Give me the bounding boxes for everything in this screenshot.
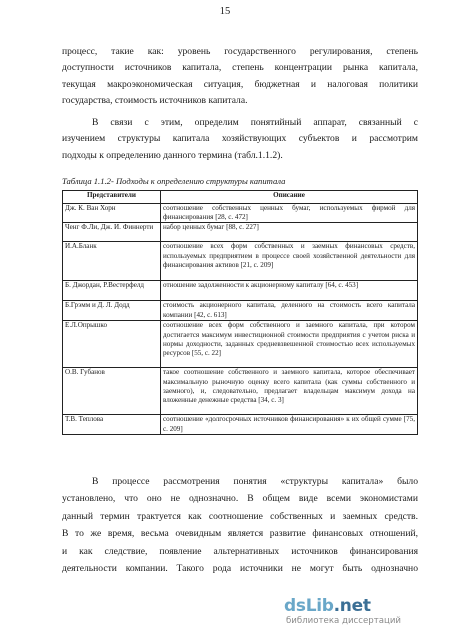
text-line: В связи с этим, определим понятийный аппарат, связанный с xyxy=(92,117,418,128)
description-cell: отношение задолженности к акционерному капиталу [64, с. 453] xyxy=(161,281,418,301)
paragraph-3 xyxy=(62,473,418,577)
paragraph-1 xyxy=(62,44,418,109)
logo-tld-text: .net xyxy=(333,596,371,616)
dslib-logo xyxy=(284,596,371,616)
column-header-description: Описание xyxy=(161,191,418,204)
author-cell: О.В. Губанов xyxy=(63,368,161,415)
table-row xyxy=(63,223,418,242)
text-line: подходы к определению данного термина (табл.1.1.2). xyxy=(62,149,283,161)
table-row xyxy=(63,301,418,321)
logo-main-text: dsLib xyxy=(284,596,334,616)
description-cell: соотношение «долгосрочных источников финансирования» к их общей сумме [75, с. 209] xyxy=(161,415,418,434)
table-row xyxy=(63,204,418,223)
author-cell: Е.Л.Опрышко xyxy=(63,321,161,368)
text-line: изучением структуры капитала хозяйствующих субъектов и рассмотрим xyxy=(62,133,418,145)
dslib-watermark xyxy=(280,594,450,630)
description-cell: соотношение всех форм собственных и заемных финансовых средств, используемых предприятием в процессе своей хозяйственной деятельности для финансирования активов [21, с. 209] xyxy=(161,242,418,281)
table-caption: Таблица 1.1.2- Подходы к определению структуры капитала xyxy=(62,176,286,186)
author-cell: Ченг Ф.Ли, Дж. И. Финнерти xyxy=(63,223,161,242)
description-cell: такое соотношение собственного и заемного капитала, которое обеспечивает максимальную рыночную оценку всего капитала (как суммы собственного и заемного), и, следовательно, предлагает владельцам максимум дохода на вложенные денежные средства [34, с. 3] xyxy=(161,368,418,415)
text-line: государства, стоимость источников капитала. xyxy=(62,94,248,106)
table-row xyxy=(63,281,418,301)
text-line: деятельности компании. Такого рода источники не могут быть однозначно xyxy=(62,563,418,575)
text-line: и как следствие, появление альтернативных источников финансирования xyxy=(62,545,418,557)
text-line: данный термин трактуется как соотношение собственных и заемных средств. xyxy=(62,510,418,522)
page-number: 15 xyxy=(219,6,231,17)
author-cell: Дж. К. Ван Хорн xyxy=(63,204,161,223)
description-cell: соотношение собственных ценных бумаг, используемых фирмой для финансирования [28, с. 472] xyxy=(161,204,418,223)
table-row xyxy=(63,415,418,434)
paragraph-2 xyxy=(62,115,418,164)
table-row xyxy=(63,321,418,368)
table-row xyxy=(63,242,418,281)
text-line: текущая макроэкономическая ситуация, бюджетная и налоговая политики xyxy=(62,78,418,90)
author-cell: Б. Джордан, Р.Вестерфелд xyxy=(63,281,161,301)
text-line: В то же время, весьма очевидным является развитие финансовых отношений, xyxy=(62,528,418,540)
author-cell: Т.В. Теплова xyxy=(63,415,161,434)
text-line: установлено, что оно не однозначно. В общем виде всеми экономистами xyxy=(62,493,418,505)
description-cell: набор ценных бумаг [88, с. 227] xyxy=(161,223,418,242)
author-cell: Б.Грэмм и Д. Л. Додд xyxy=(63,301,161,321)
text-line: В процессе рассмотрения понятия «структуры капитала» было xyxy=(92,476,418,487)
table-row xyxy=(63,368,418,415)
description-cell: соотношение всех форм собственного и заемного капитала, при котором достигается максимум инвестиционной стоимости предприятия с учетом риска и нормы доходности, заданных средневзвешенной стоимостью всех используемых ресурсов [55, с. 22] xyxy=(161,321,418,368)
column-header-representatives: Представители xyxy=(63,191,161,204)
description-cell: стоимость акционерного капитала, деленного на стоимость всего капитала компании [42, с. 613] xyxy=(161,301,418,321)
text-line: доступности источников капитала, степень концентрации рынка капитала, xyxy=(62,62,418,74)
author-cell: И.А.Бланк xyxy=(63,242,161,281)
watermark-subtitle: библиотека диссертаций xyxy=(286,616,402,626)
table-header-row xyxy=(63,191,418,204)
text-line: процесс, такие как: уровень государственного регулирования, степень xyxy=(62,46,418,57)
approaches-table xyxy=(62,190,418,435)
